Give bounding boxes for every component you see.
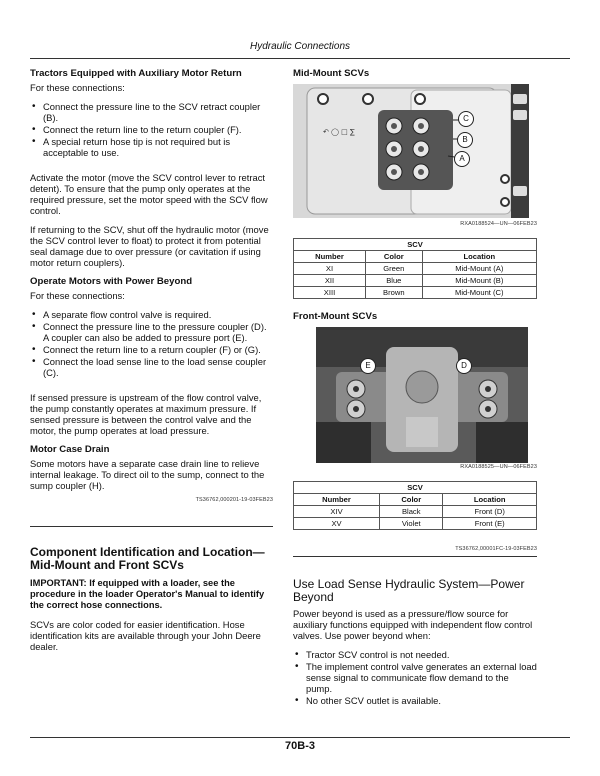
scv-table-mid (293, 238, 537, 299)
table-row (294, 287, 537, 299)
callout-a: A (454, 151, 470, 167)
table-group-header: SCV (294, 239, 537, 251)
paragraph: SCVs are color coded for easier identification. Hose identification kits are available through your John Deere dealer. (30, 619, 261, 652)
list-item: • Connect the return line to the return coupler (F). (43, 124, 273, 135)
table-group-header: SCV (294, 482, 537, 494)
list-item: • A separate flow control valve is required. (43, 309, 273, 320)
figure-caption: RXA0188524—UN—06FEB23 (460, 221, 537, 227)
paragraph: Activate the motor (move the SCV control lever to retract detent). To ensure that the pump only operates at the required pressure, set the motor speed with the SCV flow control. (30, 172, 268, 216)
mid-mount-scv-illustration (293, 84, 529, 218)
scv-table-front (293, 481, 537, 530)
list-item: • Tractor SCV control is not needed. (306, 649, 537, 660)
column-header: Location (422, 251, 536, 263)
table-cell: Green (365, 263, 422, 275)
paragraph: For these connections: (30, 290, 125, 301)
section-title: Motor Case Drain (30, 444, 110, 455)
table-cell: Mid-Mount (C) (422, 287, 536, 299)
callout-d: D (456, 358, 472, 374)
important-text: If equipped with a loader, see the procedure in the loader Operator's Manual to identify the correct hose connections. (30, 578, 265, 610)
table-cell: XII (294, 275, 366, 287)
right-column (293, 68, 537, 82)
table-cell: Mid-Mount (B) (422, 275, 536, 287)
left-column (30, 68, 273, 506)
table-cell: XI (294, 263, 366, 275)
reference-code: TS36762,00001FC-19-03FEB23 (455, 546, 537, 552)
bullet-list (293, 649, 537, 706)
figure-title: Mid-Mount SCVs (293, 68, 370, 79)
column-header: Number (294, 251, 366, 263)
section-heading: Component Identification and Location—Mid-Mount and Front SCVs (30, 545, 265, 572)
front-mount-scv-photo (316, 327, 528, 463)
callout-c: C (458, 111, 474, 127)
table-cell: Front (D) (443, 506, 537, 518)
paragraph: If sensed pressure is upstream of the flow control valve, the pump constantly operates at maximum pressure. If sensed pressure is between the control valve and the motor, the pump operates at load pressure. (30, 392, 262, 436)
paragraph: If returning to the SCV, shut off the hydraulic motor (move the SCV control lever to float) to protect it from potential seal damage due to over pressure (or cavitation if using motor return couplers). (30, 224, 269, 268)
important-label: IMPORTANT: (30, 578, 87, 588)
header-rule (30, 58, 570, 59)
table-cell: Blue (365, 275, 422, 287)
bullet-list (30, 101, 273, 158)
table-cell: Mid-Mount (A) (422, 263, 536, 275)
paragraph: Power beyond is used as a pressure/flow source for auxiliary functions equipped with independent flow control valves. Use power beyond when: (293, 608, 533, 641)
column-header: Color (365, 251, 422, 263)
table-cell: Violet (380, 518, 443, 530)
table-row (294, 275, 537, 287)
mid-mount-scv-photo (293, 84, 529, 218)
section-title: Operate Motors with Power Beyond (30, 276, 193, 287)
section-rule (30, 526, 273, 527)
left-column-lower (30, 546, 273, 660)
reference-code: TS36762,000201-19-03FEB23 (195, 497, 273, 503)
list-item: • A special return hose tip is not required but is acceptable to use. (43, 136, 273, 158)
right-column-lower (293, 578, 537, 714)
table-cell: XV (294, 518, 380, 530)
page-number: 70B-3 (285, 740, 315, 752)
figure-title: Front-Mount SCVs (293, 311, 378, 322)
table-cell: Black (380, 506, 443, 518)
list-item: • No other SCV outlet is available. (306, 695, 537, 706)
bullet-list (30, 309, 273, 378)
table-cell: Front (E) (443, 518, 537, 530)
important-note (30, 578, 273, 611)
list-item: • Connect the return line to a return coupler (F) or (G). (43, 344, 273, 355)
list-item: • Connect the pressure line to the SCV retract coupler (B). (43, 101, 273, 123)
figure-caption: RXA0188525—UN—06FEB23 (460, 464, 537, 470)
table-row (294, 263, 537, 275)
running-header: Hydraulic Connections (249, 41, 351, 52)
column-header: Color (380, 494, 443, 506)
table-cell: Brown (365, 287, 422, 299)
paragraph: For these connections: (30, 82, 125, 93)
column-header: Location (443, 494, 537, 506)
table-row (294, 506, 537, 518)
column-header: Number (294, 494, 380, 506)
table-cell: XIII (294, 287, 366, 299)
front-title-block (293, 311, 537, 325)
table-cell: XIV (294, 506, 380, 518)
list-item: • Connect the load sense line to the load sense coupler (C). (43, 356, 273, 378)
section-heading: Use Load Sense Hydraulic System—Power Beyond (293, 577, 525, 604)
svg-text:↶ ◯ □ ∑: ↶ ◯ □ ∑ (323, 128, 355, 136)
callout-e: E (360, 358, 376, 374)
paragraph: Some motors have a separate case drain line to relieve internal leakage. To direct oil to the sump, connect to the sump coupler (H). (30, 458, 265, 491)
front-mount-scv-illustration (316, 327, 528, 463)
list-item: • Connect the pressure line to the pressure coupler (D). A coupler can also be added to pressure port (E). (43, 321, 273, 343)
footer-rule (30, 737, 570, 738)
section-rule (293, 556, 537, 557)
section-title: Tractors Equipped with Auxiliary Motor Return (30, 68, 242, 79)
callout-b: B (457, 132, 473, 148)
table-row (294, 518, 537, 530)
list-item: • The implement control valve generates an external load sense signal to communicate flow demand to the pump. (306, 661, 537, 694)
